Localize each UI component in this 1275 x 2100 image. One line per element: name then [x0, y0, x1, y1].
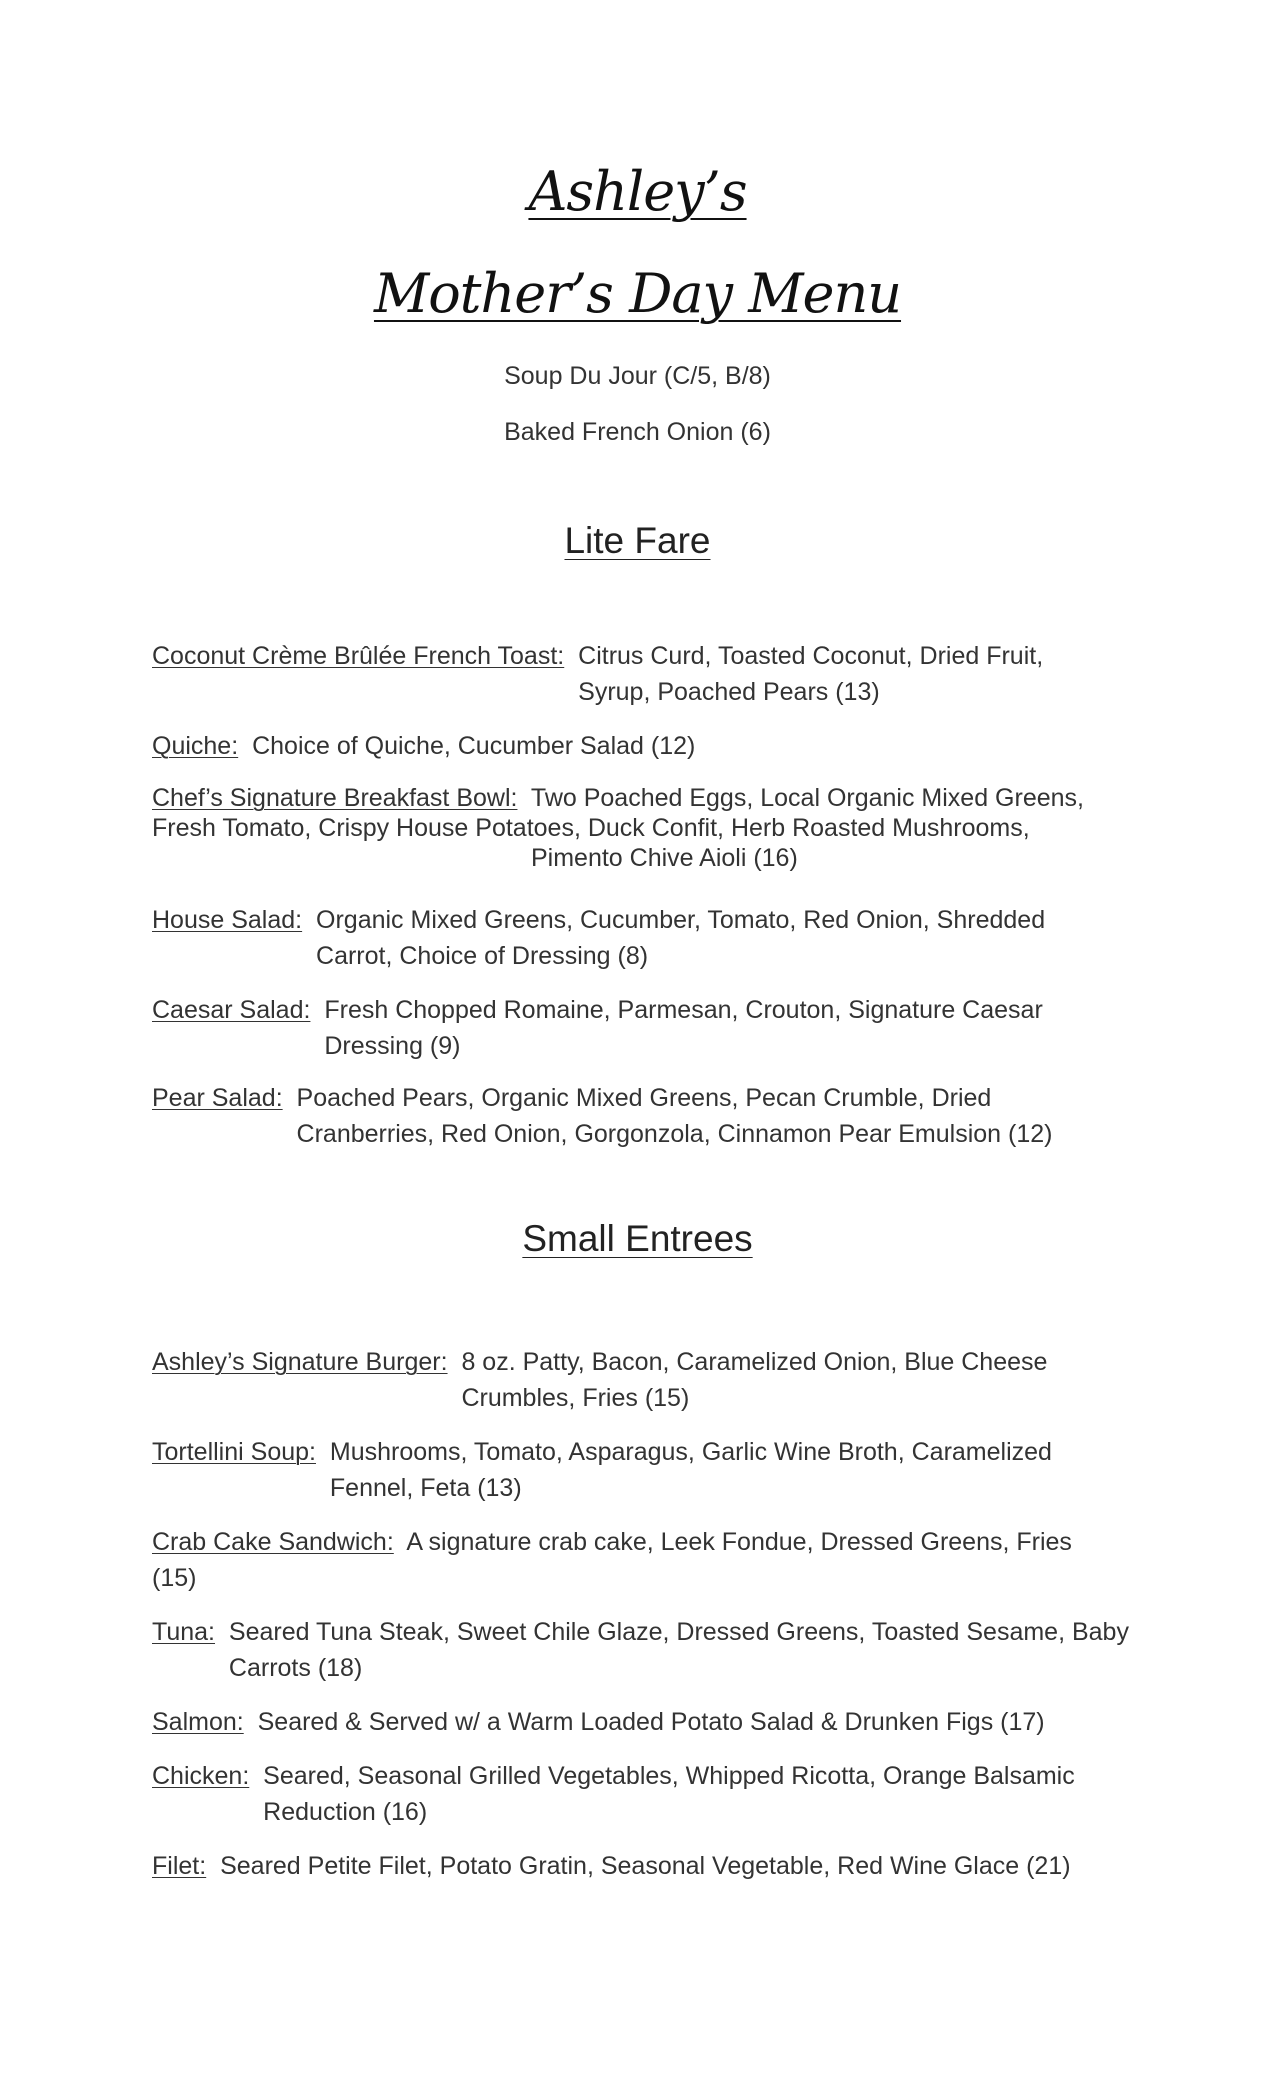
menu-item-name: Salmon: [152, 1708, 244, 1736]
menu-item-line: Mushrooms, Tomato, Asparagus, Garlic Wine Broth, Caramelized [329, 1438, 1052, 1466]
menu-item-line: Carrots (18) [228, 1654, 363, 1682]
menu-item-name: House Salad: [152, 906, 303, 934]
menu-item-name: Caesar Salad: [152, 996, 311, 1024]
menu-item-name: Crab Cake Sandwich: [152, 1528, 394, 1556]
menu-item-name: Chicken: [152, 1762, 250, 1790]
menu-item-tuna [152, 1614, 1132, 1686]
menu-item-description [461, 1344, 1047, 1416]
menu-item-line: Seared Petite Filet, Potato Gratin, Seasonal Vegetable, Red Wine Glace (21) [220, 1852, 1071, 1880]
menu-item-line: Seared Tuna Steak, Sweet Chile Glaze, Dressed Greens, Toasted Sesame, Baby [228, 1618, 1129, 1646]
menu-item-name: Tuna: [152, 1618, 216, 1646]
menu-item-line: Cranberries, Red Onion, Gorgonzola, Cinnamon Pear Emulsion (12) [296, 1120, 1053, 1148]
menu-item-name: Coconut Crème Brûlée French Toast: [152, 642, 565, 670]
menu-item-line: Two Poached Eggs, Local Organic Mixed Greens, [530, 784, 1084, 812]
menu-item-signature-burger [152, 1344, 1132, 1416]
menu-item-salmon [152, 1704, 1132, 1740]
menu-item-caesar-salad [152, 992, 1132, 1064]
menu-item-line: Carrot, Choice of Dressing (8) [316, 942, 649, 970]
menu-item-line: Reduction (16) [263, 1798, 428, 1826]
menu-title-restaurant: Ashley’s [528, 160, 747, 223]
menu-item-line: Syrup, Poached Pears (13) [578, 678, 880, 706]
menu-item-line: Fennel, Feta (13) [329, 1474, 522, 1502]
soup-du-jour: Soup Du Jour (C/5, B/8) [504, 362, 771, 390]
menu-title-occasion: Mother’s Day Menu [373, 262, 902, 325]
section-heading-lite-fare: Lite Fare [564, 520, 711, 561]
menu-item-line: Crumbles, Fries (15) [461, 1384, 690, 1412]
menu-item-line: Seared & Served w/ a Warm Loaded Potato Salad & Drunken Figs (17) [257, 1708, 1045, 1736]
menu-item-pear-salad [152, 1080, 1132, 1152]
menu-item-name: Quiche: [152, 732, 239, 760]
menu-item-name: Filet: [152, 1852, 207, 1880]
baked-french-onion: Baked French Onion (6) [504, 418, 771, 446]
menu-item-chicken [152, 1758, 1132, 1830]
menu-item-name: Chef’s Signature Breakfast Bowl: [152, 784, 518, 812]
menu-item-line: Fresh Chopped Romaine, Parmesan, Crouton, Signature Caesar [324, 996, 1043, 1024]
menu-item-line: Pimento Chive Aioli (16) [531, 844, 798, 872]
menu-item-description [316, 902, 1045, 974]
menu-item-house-salad [152, 902, 1132, 974]
menu-item-line: Fresh Tomato, Crispy House Potatoes, Duck Confit, Herb Roasted Mushrooms, [152, 814, 1030, 842]
menu-item-line: Poached Pears, Organic Mixed Greens, Pecan Crumble, Dried [296, 1084, 992, 1112]
menu-item-line: A signature crab cake, Leek Fondue, Dressed Greens, Fries [406, 1528, 1072, 1556]
menu-item-name: Pear Salad: [152, 1084, 283, 1112]
menu-item-line: Choice of Quiche, Cucumber Salad (12) [252, 732, 696, 760]
menu-item-line: (15) [152, 1564, 197, 1592]
menu-item-line: Organic Mixed Greens, Cucumber, Tomato, Red Onion, Shredded [316, 906, 1046, 934]
menu-item-line: 8 oz. Patty, Bacon, Caramelized Onion, Blue Cheese [461, 1348, 1048, 1376]
menu-item-description [578, 638, 1043, 710]
menu-item-tortellini-soup [152, 1434, 1132, 1506]
menu-item-line: Dressing (9) [324, 1032, 461, 1060]
menu-item-line: Seared, Seasonal Grilled Vegetables, Whipped Ricotta, Orange Balsamic [263, 1762, 1075, 1790]
menu-item-french-toast [152, 638, 1132, 710]
menu-item-description [297, 1080, 1053, 1152]
menu-item-name: Tortellini Soup: [152, 1438, 316, 1466]
menu-item-crab-cake-sandwich [152, 1524, 1132, 1596]
menu-item-description [324, 992, 1042, 1064]
menu-item-breakfast-bowl [152, 780, 1132, 876]
menu-item-description [330, 1434, 1052, 1506]
menu-item-quiche [152, 728, 1132, 764]
menu-item-description [229, 1614, 1129, 1686]
section-heading-small-entrees: Small Entrees [522, 1218, 753, 1259]
menu-item-line: Citrus Curd, Toasted Coconut, Dried Fruit, [578, 642, 1044, 670]
menu-item-filet [152, 1848, 1132, 1884]
menu-item-name: Ashley’s Signature Burger: [152, 1348, 448, 1376]
menu-item-description [263, 1758, 1075, 1830]
